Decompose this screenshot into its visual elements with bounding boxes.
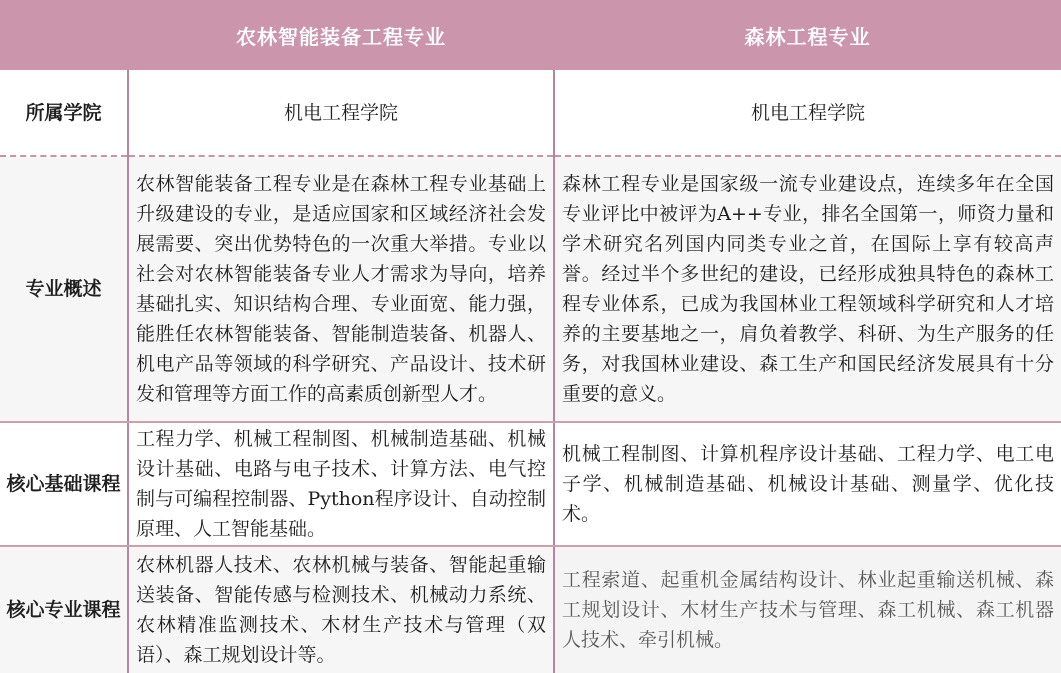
row-label-college: 所属学院 <box>0 70 128 156</box>
header-row <box>0 0 1061 70</box>
header-program-right: 森林工程专业 <box>554 0 1061 70</box>
table-row-core-major-courses <box>0 546 1061 673</box>
header-corner-cell <box>0 0 128 70</box>
table-row-college <box>0 70 1061 156</box>
row-label-core-basic-courses: 核心基础课程 <box>0 422 128 546</box>
table-row-core-basic-courses <box>0 422 1061 546</box>
core-major-courses-left-value: 农林机器人技术、农林机械与装备、智能起重输送装备、智能传感与检测技术、机械动力系统、农林精准监测技术、木材生产技术与管理（双语）、森工规划设计等。 <box>128 546 554 673</box>
header-program-left: 农林智能装备工程专业 <box>128 0 554 70</box>
core-basic-courses-left-value: 工程力学、机械工程制图、机械制造基础、机械设计基础、电路与电子技术、计算方法、电气控制与可编程控制器、Python程序设计、自动控制原理、人工智能基础。 <box>128 422 554 546</box>
row-label-core-major-courses: 核心专业课程 <box>0 546 128 673</box>
core-major-courses-right-value: 工程索道、起重机金属结构设计、林业起重输送机械、森工规划设计、木材生产技术与管理、森工机械、森工机器人技术、牵引机械。 <box>554 546 1061 673</box>
overview-right-value: 森林工程专业是国家级一流专业建设点，连续多年在全国专业评比中被评为A++专业，排名全国第一，师资力量和学术研究名列国内同类专业之首，在国际上享有较高声誉。经过半个多世纪的建设，已经形成独具特色的森林工程专业体系，已成为我国林业工程领域科学研究和人才培养的主要基地之一，肩负着教学、科研、为生产服务的任务，对我国林业建设、森工生产和国民经济发展具有十分重要的意义。 <box>554 156 1061 422</box>
core-basic-courses-right-value: 机械工程制图、计算机程序设计基础、工程力学、电工电子学、机械制造基础、机械设计基础、测量学、优化技术。 <box>554 422 1061 546</box>
row-label-overview: 专业概述 <box>0 156 128 422</box>
table-header <box>0 0 1061 70</box>
overview-left-value: 农林智能装备工程专业是在森林工程专业基础上升级建设的专业，是适应国家和区域经济社会发展需要、突出优势特色的一次重大举措。专业以社会对农林智能装备专业人才需求为导向，培养基础扎实、知识结构合理、专业面宽、能力强，能胜任农林智能装备、智能制造装备、机器人、机电产品等领域的科学研究、产品设计、技术研发和管理等方面工作的高素质创新型人才。 <box>128 156 554 422</box>
college-right-value: 机电工程学院 <box>554 70 1061 156</box>
college-left-value: 机电工程学院 <box>128 70 554 156</box>
table-row-overview <box>0 156 1061 422</box>
